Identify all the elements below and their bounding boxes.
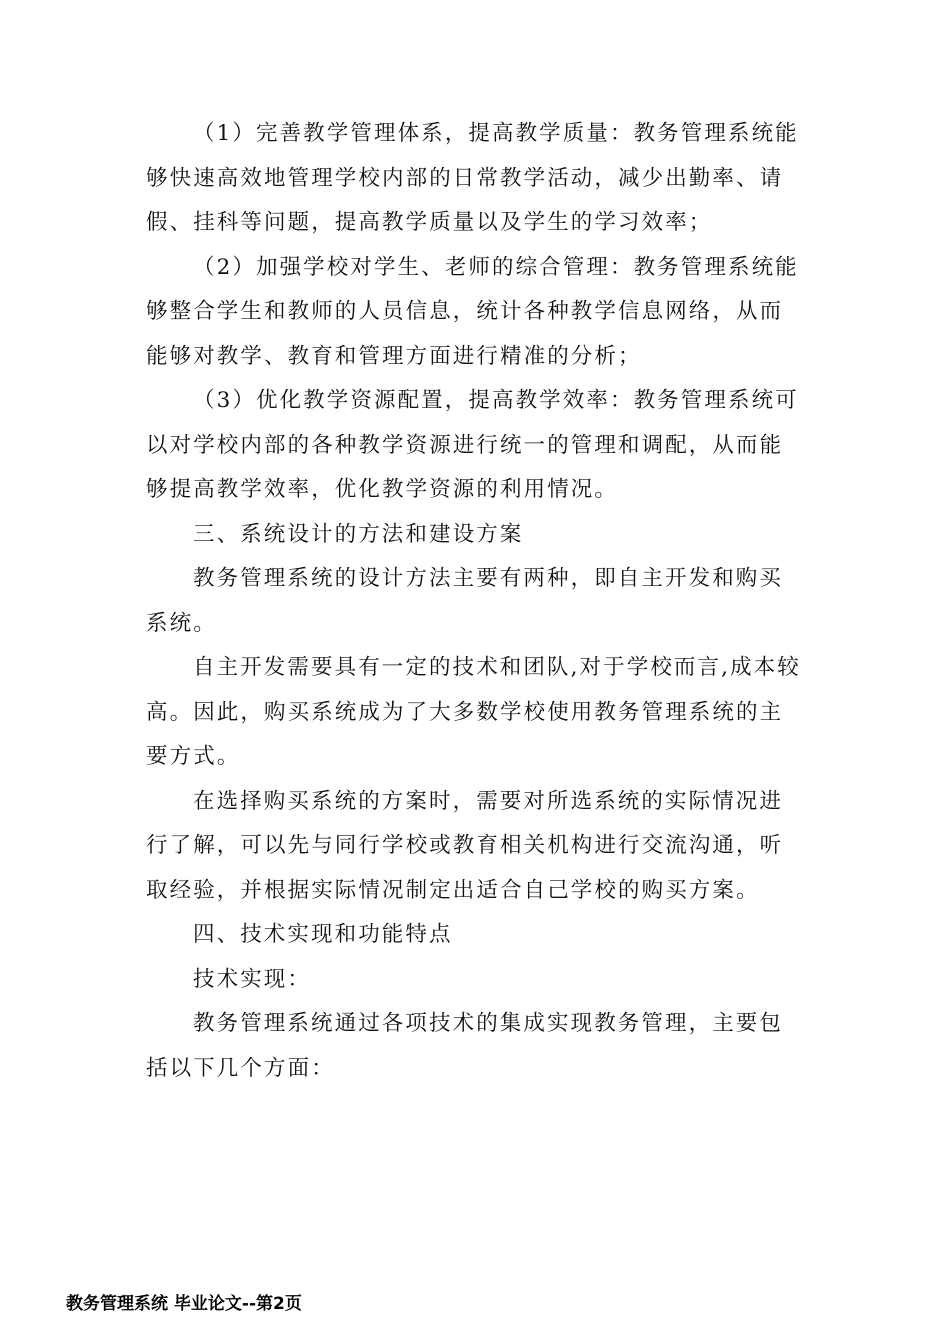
text-line: （3）优化教学资源配置，提高教学效率：教务管理系统可: [193, 388, 799, 413]
page-footer: 教务管理系统 毕业论文--第2页: [66, 1294, 302, 1314]
text-line: 系统。: [146, 610, 217, 636]
paragraph: [146, 513, 808, 558]
paragraph: [146, 557, 808, 646]
text-line: 在选择购买系统的方案时，需要对所选系统的实际情况进: [193, 788, 784, 814]
text-line: 取经验，并根据实际情况制定出适合自己学校的购买方案。: [146, 877, 760, 903]
text-line: 要方式。: [146, 744, 241, 769]
text-line: 以对学校内部的各种教学资源进行统一的管理和调配，从而能: [146, 432, 784, 458]
paragraph: [146, 780, 808, 914]
text-line: 四、技术实现和功能特点: [193, 922, 453, 947]
text-line: 技术实现：: [193, 966, 312, 992]
paragraph: [146, 112, 808, 246]
text-line: 够整合学生和教师的人员信息，统计各种教学信息网络，从而: [146, 299, 784, 324]
paragraph: [146, 646, 808, 780]
text-line: 括以下几个方面：: [146, 1055, 335, 1081]
text-line: 自主开发需要具有一定的技术和团队,对于学校而言,成本较: [193, 655, 801, 680]
paragraph: [146, 958, 808, 1003]
paragraph: [146, 246, 808, 380]
paragraph: [146, 1002, 808, 1091]
paragraph: [146, 379, 808, 513]
text-line: 够提高教学效率，优化教学资源的利用情况。: [146, 477, 619, 502]
text-line: 三、系统设计的方法和建设方案: [193, 521, 524, 547]
text-line: 教务管理系统的设计方法主要有两种，即自主开发和购买: [193, 566, 784, 591]
text-line: 够快速高效地管理学校内部的日常教学活动，减少出勤率、请: [146, 165, 784, 191]
text-line: 行了解，可以先与同行学校或教育相关机构进行交流沟通，听: [146, 833, 784, 858]
text-line: 教务管理系统通过各项技术的集成实现教务管理，主要包: [193, 1011, 784, 1036]
text-line: 能够对教学、教育和管理方面进行精准的分析；: [146, 343, 642, 369]
text-line: （1）完善教学管理体系，提高教学质量：教务管理系统能: [193, 121, 799, 146]
text-line: 高。因此，购买系统成为了大多数学校使用教务管理系统的主: [146, 699, 784, 725]
text-line: 假、挂科等问题，提高教学质量以及学生的学习效率；: [146, 210, 713, 235]
text-line: （2）加强学校对学生、老师的综合管理：教务管理系统能: [193, 254, 799, 280]
paragraph: [146, 913, 808, 958]
body-text: [146, 112, 808, 1091]
